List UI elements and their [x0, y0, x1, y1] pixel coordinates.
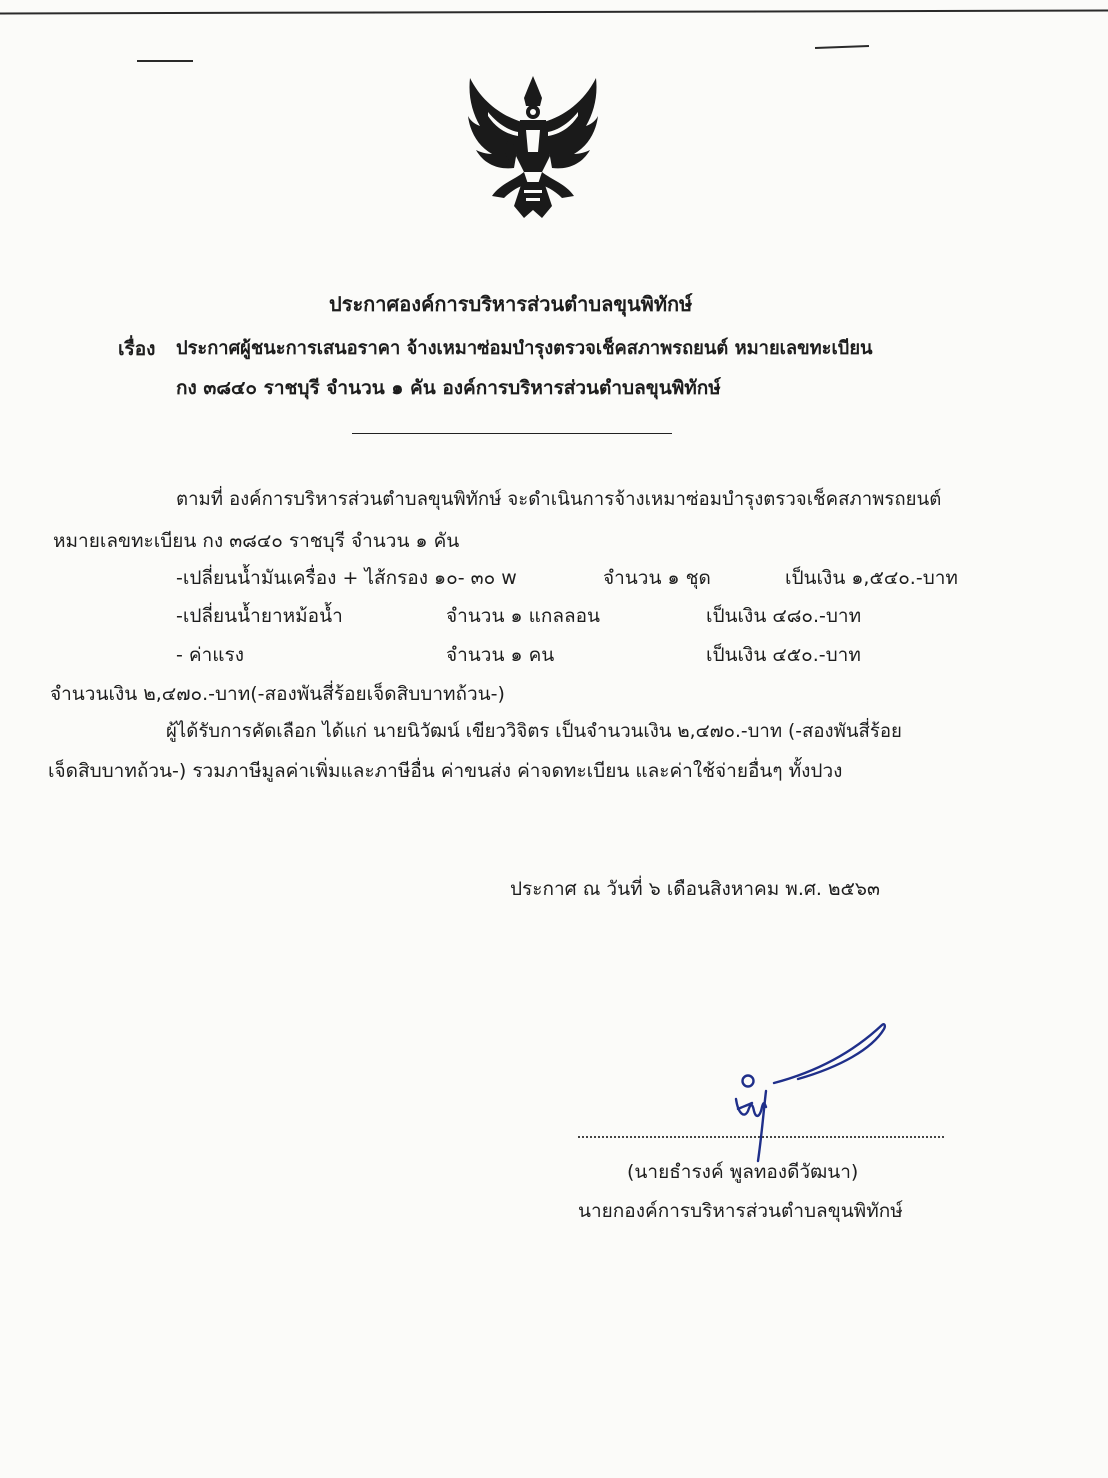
- item-amount-2: เป็นเงิน ๔๘๐.-บาท: [706, 605, 862, 627]
- edge-mark-left: [137, 60, 193, 62]
- item-desc-1: -เปลี่ยนน้ำมันเครื่อง + ไส้กรอง ๑๐- ๓๐ w: [176, 567, 517, 589]
- announcement-date: ประกาศ ณ วันที่ ๖ เดือนสิงหาคม พ.ศ. ๒๕๖๓: [510, 878, 880, 900]
- item-qty-2: จำนวน ๑ แกลลอน: [446, 605, 601, 627]
- item-qty-1: จำนวน ๑ ชุด: [603, 567, 711, 589]
- item-qty-3: จำนวน ๑ คน: [446, 644, 555, 666]
- signature-line: [578, 1136, 944, 1138]
- edge-mark-right: [815, 45, 869, 49]
- announcement-title: ประกาศองค์การบริหารส่วนตำบลขุนพิทักษ์: [329, 292, 693, 316]
- winner-line-1: ผู้ได้รับการคัดเลือก ได้แก่ นายนิวัฒน์ เขียววิจิตร เป็นจำนวนเงิน ๒,๔๗๐.-บาท (-สองพันสี่ร้อย: [166, 721, 902, 742]
- item-desc-2: -เปลี่ยนน้ำยาหม้อน้ำ: [176, 605, 343, 627]
- subject-label: เรื่อง: [118, 338, 156, 360]
- item-amount-1: เป็นเงิน ๑,๕๔๐.-บาท: [785, 567, 958, 589]
- intro-line-2: หมายเลขทะเบียน กง ๓๘๔๐ ราชบุรี จำนวน ๑ คัน: [53, 530, 460, 552]
- signer-title: นายกองค์การบริหารส่วนตำบลขุนพิทักษ์: [578, 1200, 903, 1222]
- winner-line-2: เจ็ดสิบบาทถ้วน-) รวมภาษีมูลค่าเพิ่มและภาษีอื่น ค่าขนส่ง ค่าจดทะเบียน และค่าใช้จ่ายอื่นๆ ทั้งปวง: [48, 760, 843, 782]
- signer-name: (นายธำรงค์ พูลทองดีวัฒนา): [627, 1161, 859, 1183]
- subject-line-1: ประกาศผู้ชนะการเสนอราคา จ้างเหมาซ่อมบำรุงตรวจเช็คสภาพรถยนต์ หมายเลขทะเบียน: [176, 338, 873, 359]
- item-amount-3: เป็นเงิน ๔๕๐.-บาท: [706, 644, 861, 666]
- signature-mark: [722, 1015, 892, 1165]
- intro-line-1: ตามที่ องค์การบริหารส่วนตำบลขุนพิทักษ์ จะดำเนินการจ้างเหมาซ่อมบำรุงตรวจเช็คสภาพรถยนต์: [176, 489, 942, 510]
- item-desc-3: - ค่าแรง: [176, 644, 245, 666]
- title-divider: [352, 433, 672, 434]
- total-line: จำนวนเงิน ๒,๔๗๐.-บาท(-สองพันสี่ร้อยเจ็ดสิบบาทถ้วน-): [50, 683, 505, 705]
- garuda-emblem-icon: [462, 72, 604, 222]
- subject-line-2: กง ๓๘๔๐ ราชบุรี จำนวน ๑ คัน องค์การบริหารส่วนตำบลขุนพิทักษ์: [176, 377, 721, 399]
- top-edge-line: [0, 10, 1108, 15]
